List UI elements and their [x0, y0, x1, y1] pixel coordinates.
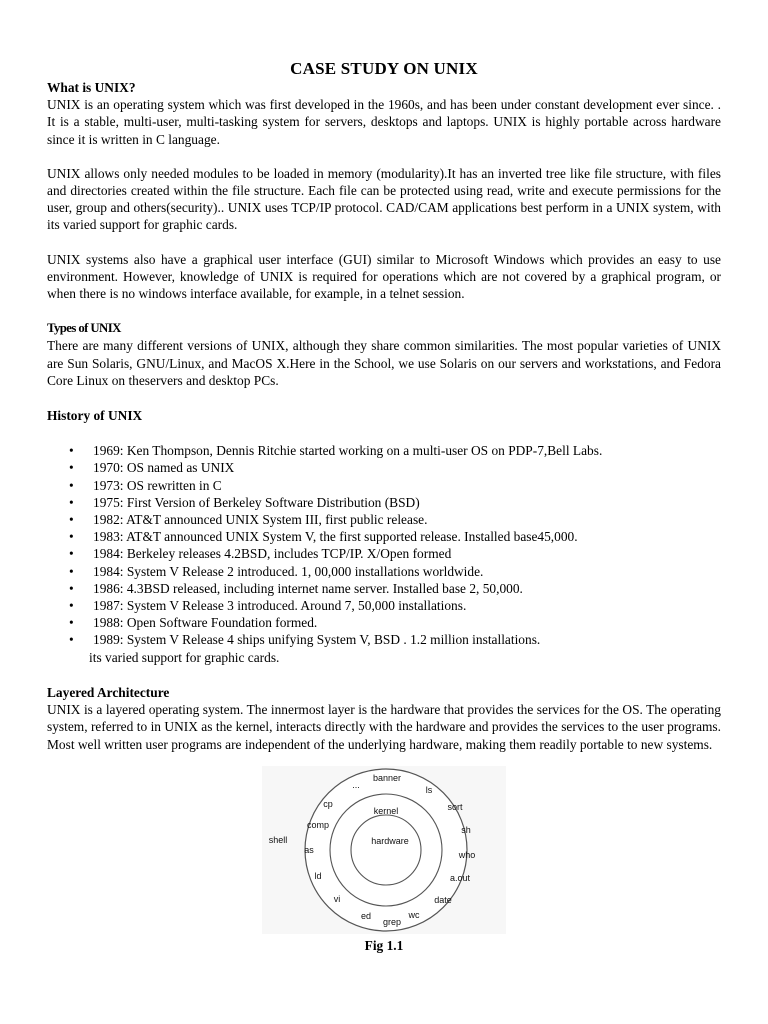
unix-layers-diagram	[262, 766, 506, 934]
list-item: • 1989: System V Release 4 ships unifying System V, BSD . 1.2 million installations.	[69, 632, 541, 648]
bullet-icon: •	[69, 460, 74, 476]
bullet-icon: •	[69, 632, 74, 648]
bullet-icon: •	[69, 615, 74, 631]
program-label-cp: cp	[323, 799, 333, 809]
what-is-paragraph-2: UNIX allows only needed modules to be loaded in memory (modularity).It has an inverted tree like file structure, with files and directories created within the file structure. Each file can be protected using read, write and execute permissions for the user, group and others(security).. UNIX uses TCP/IP protocol. CAD/CAM applications best perform in a UNIX system, with its varied support for graphic cards.	[47, 165, 721, 233]
program-label-ls: ls	[425, 785, 433, 795]
bullet-icon: •	[69, 563, 74, 579]
program-label-sh: sh	[461, 825, 471, 835]
list-item: • 1970: OS named as UNIX	[69, 460, 235, 476]
figure-caption: Fig 1.1	[364, 938, 404, 953]
program-label-grep: grep	[382, 917, 402, 927]
program-label-ed: ed	[360, 911, 372, 921]
list-item: • 1982: AT&T announced UNIX System III, first public release.	[69, 512, 428, 528]
history-heading: History of UNIX	[47, 408, 143, 424]
list-item: • 1969: Ken Thompson, Dennis Ritchie started working on a multi-user OS on PDP-7,Bell Labs.	[69, 443, 603, 459]
program-label-vi: vi	[333, 894, 341, 904]
program-label-ellipsis: ...	[352, 780, 360, 790]
hardware-ring	[351, 815, 421, 885]
list-item: • 1983: AT&T announced UNIX System V, the first supported release. Installed base45,000.	[69, 529, 578, 545]
program-label-wc: wc	[408, 910, 420, 920]
program-label-date: date	[434, 895, 452, 905]
program-label-comp: comp	[306, 820, 330, 830]
what-is-paragraph-3: UNIX systems also have a graphical user interface (GUI) similar to Microsoft Windows which provides an easy to use environment. However, knowledge of UNIX is required for operations which are not covered by a graphical program, or when there is no windows interface available, for example, in a telnet session.	[47, 251, 721, 302]
layered-paragraph: UNIX is a layered operating system. The innermost layer is the hardware that provides the services for the OS. The operating system, referred to in UNIX as the kernel, interacts directly with the hardware and provides the services to the user programs. Most well written user programs are independent of the underlying hardware, making them readily portable to new systems.	[47, 702, 721, 752]
list-item: • 1973: OS rewritten in C	[69, 477, 222, 493]
bullet-icon: •	[69, 529, 74, 545]
layered-heading: Layered Architecture	[47, 684, 170, 700]
program-label-banner: banner	[372, 773, 402, 783]
bullet-icon: •	[69, 477, 74, 493]
bullet-icon: •	[69, 580, 74, 596]
bullet-icon: •	[69, 512, 74, 528]
types-paragraph: There are many different versions of UNIX, although they share common similarities. The most popular varieties of UNIX are Sun Solaris, GNU/Linux, and MacOS X.Here in the School, we use Solaris on our servers and workstations, and Fedora Core Linux on theservers and desktop PCs.	[47, 338, 721, 388]
program-label-a-out: a.out	[449, 873, 471, 883]
history-list	[47, 442, 721, 648]
list-item: • 1986: 4.3BSD released, including internet name server. Installed base 2, 50,000.	[69, 580, 523, 596]
list-item: • 1984: Berkeley releases 4.2BSD, includes TCP/IP. X/Open formed	[69, 546, 452, 562]
kernel-label: kernel	[373, 806, 399, 816]
program-label-as: as	[304, 845, 314, 855]
types-heading: Types of UNIX	[47, 321, 121, 336]
history-trailing-text: its varied support for graphic cards.	[89, 649, 280, 665]
what-is-paragraph-1: UNIX is an operating system which was first developed in the 1960s, and has been under constant development ever since. . It is a stable, multi-user, multi-tasking system for servers, desktops and laptops. UNIX is highly portable across hardware since it is written in C language.	[47, 97, 721, 147]
bullet-icon: •	[69, 598, 74, 614]
program-label-sort: sort	[447, 802, 463, 812]
list-item: • 1987: System V Release 3 introduced. Around 7, 50,000 installations.	[69, 598, 467, 614]
document-body	[47, 79, 721, 753]
program-label-who: who	[458, 850, 476, 860]
list-item: • 1975: First Version of Berkeley Software Distribution (BSD)	[69, 494, 420, 510]
what-is-heading: What is UNIX?	[47, 80, 136, 95]
list-item: • 1984: System V Release 2 introduced. 1, 00,000 installations worldwide.	[69, 563, 484, 579]
hardware-label: hardware	[371, 836, 409, 846]
program-label-ld: ld	[314, 871, 322, 881]
bullet-icon: •	[69, 546, 74, 562]
list-item: • 1988: Open Software Foundation formed.	[69, 615, 318, 631]
bullet-icon: •	[69, 443, 74, 459]
program-label-shell: shell	[268, 835, 288, 845]
document-title: CASE STUDY ON UNIX	[290, 59, 478, 78]
bullet-icon: •	[69, 494, 74, 510]
